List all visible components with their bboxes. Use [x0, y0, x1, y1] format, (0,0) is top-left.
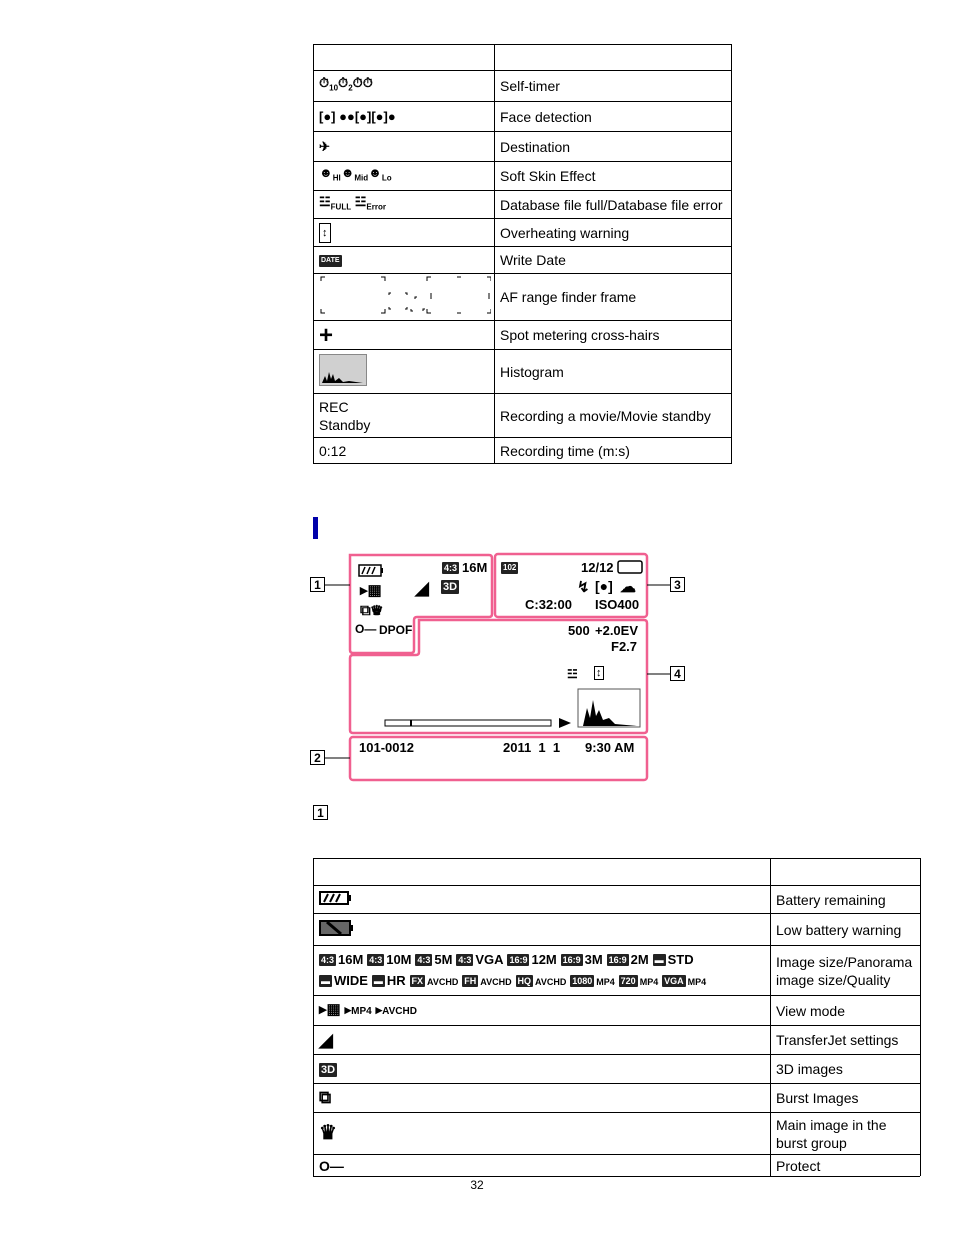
face-detection-icons: [●] ●●[●][●]●: [314, 102, 495, 132]
row-label: Low battery warning: [771, 914, 921, 946]
table-row: [314, 102, 732, 132]
quality-hq: HQ: [517, 976, 531, 987]
af-frame-icon: [314, 274, 495, 321]
row-label: Soft Skin Effect: [495, 162, 732, 191]
histogram-icon: [314, 350, 495, 394]
exposure-value: +2.0EV: [595, 623, 639, 638]
table-row: [314, 886, 921, 914]
size-hr: HR: [386, 973, 406, 988]
3d-icon: 3D: [314, 1055, 771, 1084]
quality-vga: VGA: [664, 976, 684, 987]
destination-icon: ✈: [314, 132, 495, 162]
table-row: [314, 191, 732, 219]
overheating-icon: ↕: [314, 219, 495, 247]
row-label: Histogram: [495, 350, 732, 394]
view-mode-icon: ▸▦: [360, 582, 382, 599]
callout-4: 4: [670, 666, 685, 681]
size-vga: VGA: [475, 952, 504, 967]
standby-label: Standby: [319, 416, 371, 433]
callout-2: 2: [310, 750, 325, 765]
f-number: F2.7: [611, 639, 638, 654]
histogram-graphic: [319, 354, 367, 386]
page-number: 32: [470, 1178, 484, 1192]
table-row: [314, 247, 732, 274]
date-value: 2011 1 1: [503, 740, 561, 755]
size-10m: 10M: [386, 952, 412, 967]
image-count: 12/12: [581, 560, 614, 575]
row-label: 3D images: [771, 1055, 921, 1084]
transferjet-icon: ◢: [415, 578, 429, 598]
quality-720: 720: [620, 976, 636, 987]
callout-1: 1: [310, 577, 325, 592]
protect-icon: O—: [355, 622, 377, 636]
row-label: AF range finder frame: [495, 274, 732, 321]
iso-value: ISO400: [595, 597, 640, 612]
indicator-table-2: [313, 858, 921, 1177]
row-label: Write Date: [495, 247, 732, 274]
size-wide: WIDE: [334, 973, 368, 988]
table-row: [314, 996, 921, 1026]
row-label: Main image in the burst group: [771, 1113, 921, 1155]
image-size-icons: [314, 946, 771, 996]
image-size: 16M: [462, 560, 488, 575]
table-row: [314, 321, 732, 350]
view-avchd: AVCHD: [382, 1006, 417, 1017]
row-label: Recording a movie/Movie standby: [495, 394, 732, 438]
table-clip-edge: [313, 1176, 920, 1177]
size-5m: 5M: [434, 952, 453, 967]
row-label: Image size/Panorama image size/Quality: [771, 946, 921, 996]
row-label: View mode: [771, 996, 921, 1026]
row-label: Overheating warning: [495, 219, 732, 247]
table-row: [314, 1084, 921, 1113]
table-row: [314, 1055, 921, 1084]
size-3m: 3M: [584, 952, 603, 967]
table-row: [314, 914, 921, 946]
dpof-label: DPOF: [379, 623, 413, 637]
table-row: [314, 1113, 921, 1155]
time-value: 9:30 AM: [585, 740, 635, 755]
quality-avchd-3: AVCHD: [535, 977, 567, 987]
table-row: [314, 946, 921, 996]
metering-icon: [●]: [595, 578, 613, 594]
header-cell: [495, 45, 732, 71]
transferjet-icon: ◢: [314, 1026, 771, 1055]
quality-avchd-2: AVCHD: [480, 977, 512, 987]
recording-time-cell: 0:12: [314, 438, 495, 464]
row-label: Destination: [495, 132, 732, 162]
low-battery-icon: [314, 914, 771, 946]
quality-mp4-1: MP4: [596, 977, 615, 987]
overheating-icon: ↕: [596, 667, 602, 679]
row-label: TransferJet settings: [771, 1026, 921, 1055]
battery-graphic: [319, 890, 353, 906]
af-frame-graphic: [319, 275, 491, 315]
quality-fx: FX: [411, 976, 424, 987]
table-row: [314, 132, 732, 162]
quality-avchd-1: AVCHD: [427, 977, 459, 987]
row-label: Database file full/Database file error: [495, 191, 732, 219]
indicator-table-1: [313, 44, 732, 464]
row-label: Burst Images: [771, 1084, 921, 1113]
quality-fh: FH: [464, 976, 477, 987]
flash-icon: ↯: [577, 579, 590, 596]
rec-standby-cell: [314, 394, 495, 438]
table-row: [314, 274, 732, 321]
shutter-speed: 500: [568, 623, 590, 638]
screen-diagram: [305, 550, 695, 785]
database-icons: $☳_{FULL}$ $☳_{Error}$: [314, 191, 495, 219]
header-cell: [771, 859, 921, 886]
battery-icon: [314, 886, 771, 914]
row-label: Self-timer: [495, 71, 732, 102]
soft-skin-icons: $☻_{HI}☻_{Mid}☻_{Lo}$: [314, 162, 495, 191]
3d-icon: 3D: [443, 581, 458, 593]
crown-icon: ♛: [314, 1113, 771, 1155]
header-cell: [314, 859, 771, 886]
view-mode-icons: ▸▦ ▸MP4 ▸AVCHD: [314, 996, 771, 1026]
table-row: [314, 219, 732, 247]
file-number: 101-0012: [359, 740, 414, 755]
folder-icon: 102: [503, 563, 517, 572]
header-cell: [314, 45, 495, 71]
table-row: [314, 1026, 921, 1055]
write-date-icon: DATE: [314, 247, 495, 274]
burst-icon: ⧉: [314, 1084, 771, 1113]
table-row: [314, 71, 732, 102]
size-12m: 12M: [531, 952, 557, 967]
table-row: [314, 1155, 921, 1177]
callout-3: 3: [670, 577, 685, 592]
capacity: C:32:00: [525, 597, 572, 612]
image-size-line-1: 4:3 16M 4:3 10M 4:3 5M 4:3 VGA 16:9 12M 16:9 3M 16:9 2M ▬ STD: [321, 952, 694, 967]
aspect-icon: 4:3: [444, 563, 458, 573]
low-battery-graphic: [319, 918, 355, 938]
row-label: Protect: [771, 1155, 921, 1177]
rec-label: REC: [319, 398, 349, 415]
table-row: [314, 394, 732, 438]
table-row: [314, 438, 732, 464]
view-mp4: MP4: [351, 1006, 372, 1017]
size-std: STD: [667, 952, 694, 967]
size-2m: 2M: [630, 952, 649, 967]
quality-mp4-3: MP4: [687, 977, 707, 987]
row-label: Recording time (m:s): [495, 438, 732, 464]
quality-mp4-2: MP4: [639, 977, 659, 987]
image-size-line-2: ▬ WIDE ▬ HR FX AVCHD FH AVCHD HQ AVCHD 1080 MP4 720 MP4 VGA MP4: [321, 973, 707, 988]
self-timer-icons: $⏱_{10}⏱_2⏱⏱$: [314, 71, 495, 102]
protect-icon: O—: [314, 1155, 771, 1177]
quality-1080: 1080: [572, 976, 593, 987]
size-16m: 16M: [338, 952, 364, 967]
row-label: Battery remaining: [771, 886, 921, 914]
burst-icon: ⧉♛: [360, 602, 383, 619]
crosshair-icon: +: [314, 321, 495, 350]
table-row: [314, 162, 732, 191]
section-marker-1: 1: [313, 805, 328, 820]
database-full-icon: ☳: [567, 667, 578, 681]
table-row: [314, 350, 732, 394]
row-label: Spot metering cross-hairs: [495, 321, 732, 350]
section-heading-bar: [313, 517, 318, 539]
row-label: Face detection: [495, 102, 732, 132]
scene-icon: ☁: [620, 579, 636, 596]
